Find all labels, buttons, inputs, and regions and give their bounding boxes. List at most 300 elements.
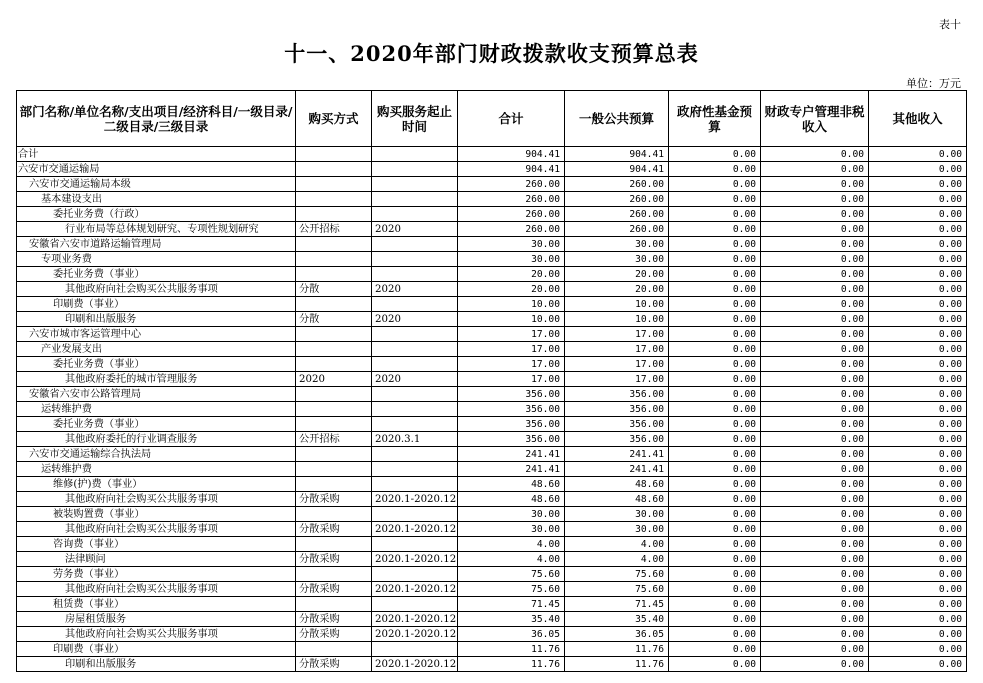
table-row [17, 372, 967, 387]
cell-other: 0.00 [869, 177, 967, 192]
cell-other: 0.00 [869, 447, 967, 462]
cell-fund: 0.00 [669, 432, 761, 447]
table-row [17, 342, 967, 357]
col-header-name: 部门名称/单位名称/支出项目/经济科目/一级目录/二级目录/三级目录 [17, 91, 296, 147]
cell-method [296, 642, 372, 657]
cell-fund: 0.00 [669, 627, 761, 642]
table-row [17, 222, 967, 237]
cell-fund: 0.00 [669, 402, 761, 417]
cell-special: 0.00 [761, 252, 869, 267]
cell-total: 11.76 [458, 657, 565, 672]
cell-method [296, 162, 372, 177]
cell-total: 35.40 [458, 612, 565, 627]
cell-method: 分散采购 [296, 657, 372, 672]
cell-fund: 0.00 [669, 657, 761, 672]
cell-total: 10.00 [458, 297, 565, 312]
cell-period: 2020.1-2020.12 [372, 552, 458, 567]
cell-general: 260.00 [565, 222, 669, 237]
cell-period: 2020.3.1 [372, 432, 458, 447]
cell-other: 0.00 [869, 387, 967, 402]
cell-period [372, 252, 458, 267]
cell-special: 0.00 [761, 567, 869, 582]
cell-general: 48.60 [565, 477, 669, 492]
cell-period [372, 462, 458, 477]
cell-method: 分散采购 [296, 582, 372, 597]
cell-other: 0.00 [869, 267, 967, 282]
cell-period [372, 177, 458, 192]
cell-special: 0.00 [761, 237, 869, 252]
table-header-row [17, 91, 967, 147]
cell-name: 印刷费（事业） [17, 297, 296, 312]
cell-fund: 0.00 [669, 282, 761, 297]
cell-period: 2020 [372, 282, 458, 297]
cell-method: 分散采购 [296, 492, 372, 507]
cell-special: 0.00 [761, 357, 869, 372]
cell-method [296, 147, 372, 162]
cell-total: 30.00 [458, 522, 565, 537]
cell-other: 0.00 [869, 327, 967, 342]
cell-other: 0.00 [869, 192, 967, 207]
cell-method [296, 402, 372, 417]
cell-period [372, 357, 458, 372]
cell-other: 0.00 [869, 237, 967, 252]
cell-method [296, 327, 372, 342]
cell-general: 17.00 [565, 327, 669, 342]
cell-special: 0.00 [761, 552, 869, 567]
cell-name: 房屋租赁服务 [17, 612, 296, 627]
cell-general: 356.00 [565, 432, 669, 447]
table-row [17, 327, 967, 342]
cell-method [296, 177, 372, 192]
cell-name: 其他政府向社会购买公共服务事项 [17, 282, 296, 297]
cell-name: 安徽省六安市公路管理局 [17, 387, 296, 402]
cell-other: 0.00 [869, 222, 967, 237]
table-row [17, 387, 967, 402]
col-header-special: 财政专户管理非税收入 [761, 91, 869, 147]
col-header-general: 一般公共预算 [565, 91, 669, 147]
cell-other: 0.00 [869, 537, 967, 552]
cell-other: 0.00 [869, 462, 967, 477]
cell-fund: 0.00 [669, 222, 761, 237]
cell-special: 0.00 [761, 612, 869, 627]
cell-fund: 0.00 [669, 162, 761, 177]
cell-total: 17.00 [458, 327, 565, 342]
cell-fund: 0.00 [669, 372, 761, 387]
cell-period: 2020.1-2020.12 [372, 582, 458, 597]
cell-general: 4.00 [565, 552, 669, 567]
cell-special: 0.00 [761, 372, 869, 387]
table-row [17, 447, 967, 462]
cell-name: 印刷和出版服务 [17, 312, 296, 327]
cell-other: 0.00 [869, 147, 967, 162]
cell-general: 30.00 [565, 507, 669, 522]
cell-period [372, 342, 458, 357]
table-row [17, 177, 967, 192]
cell-general: 10.00 [565, 312, 669, 327]
cell-other: 0.00 [869, 372, 967, 387]
cell-name: 其他政府向社会购买公共服务事项 [17, 492, 296, 507]
table-row [17, 162, 967, 177]
cell-fund: 0.00 [669, 417, 761, 432]
cell-period [372, 387, 458, 402]
cell-general: 36.05 [565, 627, 669, 642]
cell-general: 71.45 [565, 597, 669, 612]
cell-period: 2020 [372, 372, 458, 387]
cell-total: 48.60 [458, 477, 565, 492]
cell-fund: 0.00 [669, 342, 761, 357]
cell-period [372, 477, 458, 492]
cell-method [296, 537, 372, 552]
cell-general: 75.60 [565, 582, 669, 597]
cell-period [372, 297, 458, 312]
cell-total: 20.00 [458, 282, 565, 297]
cell-general: 17.00 [565, 342, 669, 357]
cell-total: 20.00 [458, 267, 565, 282]
cell-general: 75.60 [565, 567, 669, 582]
cell-general: 10.00 [565, 297, 669, 312]
cell-period [372, 537, 458, 552]
cell-name: 其他政府向社会购买公共服务事项 [17, 582, 296, 597]
cell-total: 260.00 [458, 192, 565, 207]
cell-total: 71.45 [458, 597, 565, 612]
cell-total: 30.00 [458, 252, 565, 267]
cell-total: 241.41 [458, 462, 565, 477]
cell-fund: 0.00 [669, 297, 761, 312]
cell-fund: 0.00 [669, 462, 761, 477]
cell-name: 租赁费（事业） [17, 597, 296, 612]
cell-general: 356.00 [565, 402, 669, 417]
cell-special: 0.00 [761, 342, 869, 357]
page-title: 十一、2020年部门财政拨款收支预算总表 [284, 41, 699, 66]
cell-period: 2020.1-2020.12 [372, 612, 458, 627]
cell-total: 48.60 [458, 492, 565, 507]
cell-total: 356.00 [458, 402, 565, 417]
cell-fund: 0.00 [669, 177, 761, 192]
table-row [17, 282, 967, 297]
cell-method: 分散采购 [296, 522, 372, 537]
cell-other: 0.00 [869, 612, 967, 627]
table-body [17, 147, 967, 672]
cell-name: 专项业务费 [17, 252, 296, 267]
cell-total: 356.00 [458, 387, 565, 402]
cell-period: 2020 [372, 312, 458, 327]
cell-general: 241.41 [565, 462, 669, 477]
table-row [17, 657, 967, 672]
cell-total: 17.00 [458, 372, 565, 387]
table-row [17, 537, 967, 552]
cell-general: 904.41 [565, 162, 669, 177]
table-row [17, 627, 967, 642]
cell-name: 六安市城市客运管理中心 [17, 327, 296, 342]
cell-special: 0.00 [761, 327, 869, 342]
cell-fund: 0.00 [669, 642, 761, 657]
cell-total: 75.60 [458, 567, 565, 582]
cell-other: 0.00 [869, 642, 967, 657]
cell-total: 17.00 [458, 342, 565, 357]
cell-total: 260.00 [458, 177, 565, 192]
cell-special: 0.00 [761, 267, 869, 282]
cell-total: 260.00 [458, 222, 565, 237]
col-header-fund: 政府性基金预算 [669, 91, 761, 147]
cell-name: 维修(护)费（事业） [17, 477, 296, 492]
budget-table [16, 90, 967, 672]
cell-name: 其他政府向社会购买公共服务事项 [17, 522, 296, 537]
cell-period [372, 597, 458, 612]
cell-method [296, 387, 372, 402]
cell-name: 其他政府向社会购买公共服务事项 [17, 627, 296, 642]
cell-total: 904.41 [458, 162, 565, 177]
table-row [17, 582, 967, 597]
table-row [17, 237, 967, 252]
cell-period [372, 207, 458, 222]
cell-special: 0.00 [761, 507, 869, 522]
cell-method [296, 462, 372, 477]
cell-general: 356.00 [565, 387, 669, 402]
table-row [17, 597, 967, 612]
cell-other: 0.00 [869, 297, 967, 312]
cell-fund: 0.00 [669, 327, 761, 342]
table-row [17, 492, 967, 507]
cell-name: 合计 [17, 147, 296, 162]
cell-fund: 0.00 [669, 207, 761, 222]
cell-period [372, 237, 458, 252]
cell-fund: 0.00 [669, 192, 761, 207]
cell-method [296, 507, 372, 522]
cell-special: 0.00 [761, 282, 869, 297]
table-row [17, 402, 967, 417]
cell-fund: 0.00 [669, 567, 761, 582]
cell-total: 17.00 [458, 357, 565, 372]
cell-fund: 0.00 [669, 492, 761, 507]
cell-fund: 0.00 [669, 612, 761, 627]
table-row [17, 612, 967, 627]
cell-other: 0.00 [869, 507, 967, 522]
cell-period [372, 147, 458, 162]
cell-special: 0.00 [761, 147, 869, 162]
cell-special: 0.00 [761, 642, 869, 657]
cell-name: 产业发展支出 [17, 342, 296, 357]
table-row [17, 252, 967, 267]
cell-general: 20.00 [565, 282, 669, 297]
cell-total: 11.76 [458, 642, 565, 657]
cell-method [296, 567, 372, 582]
table-row [17, 297, 967, 312]
cell-fund: 0.00 [669, 387, 761, 402]
cell-name: 六安市交通运输局 [17, 162, 296, 177]
cell-general: 904.41 [565, 147, 669, 162]
cell-name: 其他政府委托的行业调查服务 [17, 432, 296, 447]
cell-period: 2020.1-2020.12 [372, 492, 458, 507]
cell-general: 356.00 [565, 417, 669, 432]
cell-fund: 0.00 [669, 522, 761, 537]
table-row [17, 267, 967, 282]
cell-other: 0.00 [869, 342, 967, 357]
cell-general: 260.00 [565, 192, 669, 207]
cell-other: 0.00 [869, 432, 967, 447]
cell-period [372, 267, 458, 282]
cell-special: 0.00 [761, 462, 869, 477]
cell-special: 0.00 [761, 597, 869, 612]
cell-total: 241.41 [458, 447, 565, 462]
cell-fund: 0.00 [669, 597, 761, 612]
table-row [17, 147, 967, 162]
cell-period [372, 567, 458, 582]
cell-name: 咨询费（事业） [17, 537, 296, 552]
cell-fund: 0.00 [669, 582, 761, 597]
table-row [17, 507, 967, 522]
cell-total: 356.00 [458, 417, 565, 432]
cell-name: 运转维护费 [17, 462, 296, 477]
cell-special: 0.00 [761, 387, 869, 402]
table-row [17, 552, 967, 567]
col-header-method: 购买方式 [296, 91, 372, 147]
cell-general: 11.76 [565, 657, 669, 672]
cell-special: 0.00 [761, 297, 869, 312]
cell-other: 0.00 [869, 162, 967, 177]
col-header-period: 购买服务起止时间 [372, 91, 458, 147]
cell-special: 0.00 [761, 657, 869, 672]
cell-fund: 0.00 [669, 507, 761, 522]
cell-special: 0.00 [761, 192, 869, 207]
cell-special: 0.00 [761, 492, 869, 507]
cell-method: 分散采购 [296, 552, 372, 567]
table-row [17, 432, 967, 447]
cell-method [296, 297, 372, 312]
cell-total: 904.41 [458, 147, 565, 162]
cell-fund: 0.00 [669, 477, 761, 492]
cell-special: 0.00 [761, 537, 869, 552]
cell-name: 被装购置费（事业） [17, 507, 296, 522]
cell-other: 0.00 [869, 477, 967, 492]
cell-name: 法律顾问 [17, 552, 296, 567]
cell-other: 0.00 [869, 417, 967, 432]
cell-general: 30.00 [565, 252, 669, 267]
cell-other: 0.00 [869, 357, 967, 372]
cell-method: 分散采购 [296, 627, 372, 642]
cell-other: 0.00 [869, 312, 967, 327]
col-header-other: 其他收入 [869, 91, 967, 147]
cell-fund: 0.00 [669, 447, 761, 462]
cell-period [372, 417, 458, 432]
cell-period [372, 507, 458, 522]
cell-name: 委托业务费（行政） [17, 207, 296, 222]
cell-name: 六安市交通运输综合执法局 [17, 447, 296, 462]
cell-name: 劳务费（事业） [17, 567, 296, 582]
table-row [17, 417, 967, 432]
cell-fund: 0.00 [669, 147, 761, 162]
cell-general: 17.00 [565, 357, 669, 372]
cell-general: 35.40 [565, 612, 669, 627]
cell-method [296, 477, 372, 492]
cell-other: 0.00 [869, 522, 967, 537]
cell-general: 48.60 [565, 492, 669, 507]
cell-other: 0.00 [869, 627, 967, 642]
cell-name: 印刷费（事业） [17, 642, 296, 657]
cell-name: 委托业务费（事业） [17, 357, 296, 372]
cell-method [296, 447, 372, 462]
cell-period: 2020.1-2020.12 [372, 627, 458, 642]
cell-total: 36.05 [458, 627, 565, 642]
cell-total: 10.00 [458, 312, 565, 327]
table-row [17, 567, 967, 582]
cell-name: 六安市交通运输局本级 [17, 177, 296, 192]
cell-other: 0.00 [869, 657, 967, 672]
table-row [17, 522, 967, 537]
cell-fund: 0.00 [669, 237, 761, 252]
table-row [17, 642, 967, 657]
cell-total: 30.00 [458, 507, 565, 522]
cell-fund: 0.00 [669, 357, 761, 372]
cell-general: 4.00 [565, 537, 669, 552]
cell-special: 0.00 [761, 417, 869, 432]
cell-period [372, 192, 458, 207]
cell-total: 75.60 [458, 582, 565, 597]
cell-special: 0.00 [761, 402, 869, 417]
cell-method: 分散 [296, 312, 372, 327]
cell-special: 0.00 [761, 432, 869, 447]
cell-total: 4.00 [458, 552, 565, 567]
cell-method [296, 597, 372, 612]
cell-method [296, 417, 372, 432]
cell-period [372, 162, 458, 177]
cell-total: 4.00 [458, 537, 565, 552]
cell-name: 印刷和出版服务 [17, 657, 296, 672]
cell-total: 30.00 [458, 237, 565, 252]
cell-method: 分散 [296, 282, 372, 297]
cell-special: 0.00 [761, 582, 869, 597]
cell-total: 260.00 [458, 207, 565, 222]
cell-method [296, 357, 372, 372]
cell-period [372, 402, 458, 417]
cell-method: 公开招标 [296, 432, 372, 447]
table-row [17, 462, 967, 477]
cell-fund: 0.00 [669, 267, 761, 282]
table-row [17, 357, 967, 372]
cell-fund: 0.00 [669, 312, 761, 327]
cell-special: 0.00 [761, 627, 869, 642]
cell-fund: 0.00 [669, 537, 761, 552]
cell-name: 基本建设支出 [17, 192, 296, 207]
cell-method [296, 237, 372, 252]
table-row [17, 192, 967, 207]
cell-special: 0.00 [761, 162, 869, 177]
table-row [17, 477, 967, 492]
cell-fund: 0.00 [669, 252, 761, 267]
cell-special: 0.00 [761, 522, 869, 537]
cell-special: 0.00 [761, 447, 869, 462]
cell-period: 2020.1-2020.12 [372, 522, 458, 537]
cell-other: 0.00 [869, 582, 967, 597]
cell-period [372, 642, 458, 657]
cell-general: 241.41 [565, 447, 669, 462]
cell-name: 运转维护费 [17, 402, 296, 417]
cell-period: 2020.1-2020.12 [372, 657, 458, 672]
cell-method: 公开招标 [296, 222, 372, 237]
cell-name: 安徽省六安市道路运输管理局 [17, 237, 296, 252]
cell-method [296, 267, 372, 282]
cell-special: 0.00 [761, 312, 869, 327]
cell-special: 0.00 [761, 207, 869, 222]
cell-other: 0.00 [869, 567, 967, 582]
cell-other: 0.00 [869, 597, 967, 612]
cell-special: 0.00 [761, 222, 869, 237]
cell-special: 0.00 [761, 177, 869, 192]
cell-other: 0.00 [869, 282, 967, 297]
table-number: 表十 [939, 18, 961, 31]
cell-general: 260.00 [565, 177, 669, 192]
cell-other: 0.00 [869, 252, 967, 267]
cell-other: 0.00 [869, 402, 967, 417]
